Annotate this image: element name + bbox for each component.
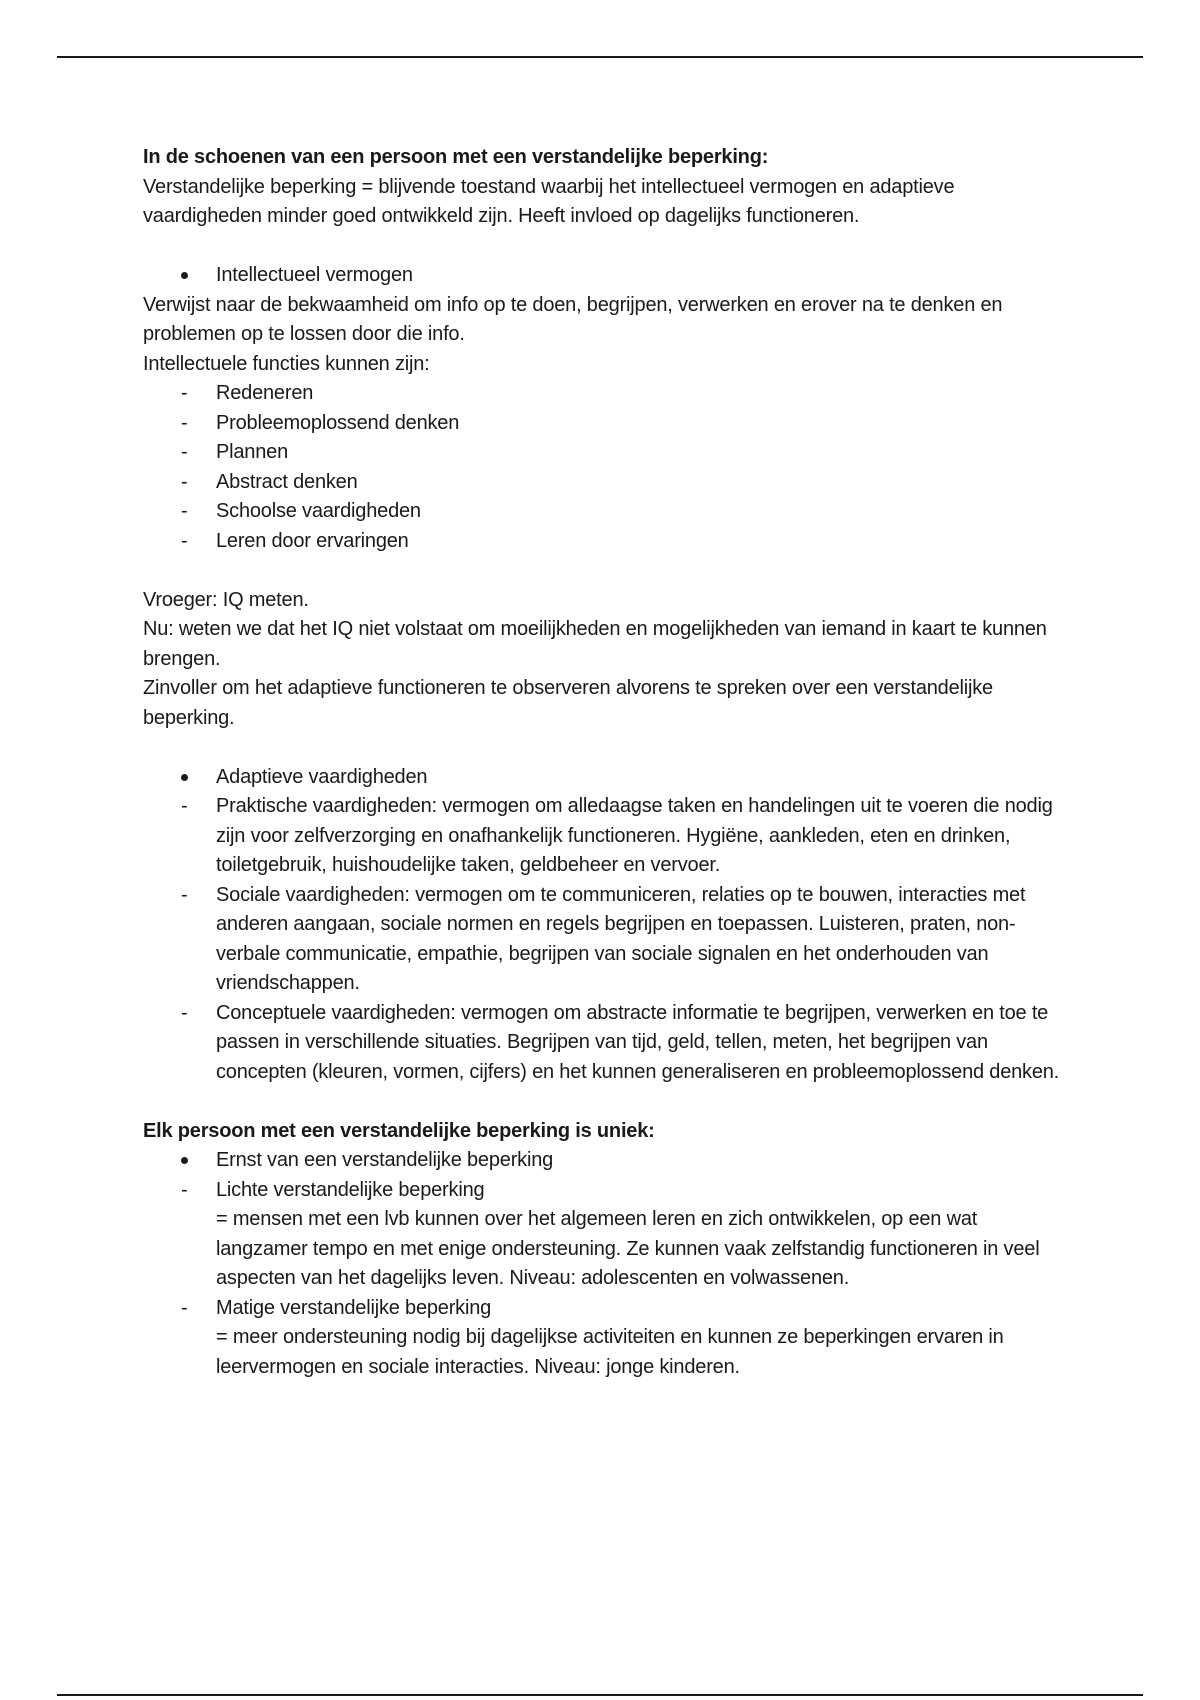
iq-before: Vroeger: IQ meten. — [143, 588, 309, 611]
dash-item — [143, 1176, 1063, 1294]
bullet-item — [143, 261, 1063, 291]
bullet-text: Intellectueel vermogen — [216, 264, 413, 286]
dash-icon: - — [181, 883, 188, 906]
iq-better: Zinvoller om het adaptieve functioneren te observeren alvorens te spreken over een verstandelijke beperking. — [143, 677, 993, 729]
dash-item — [143, 792, 1063, 881]
dash-item — [143, 527, 1063, 557]
dash-text: Conceptuele vaardigheden: vermogen om abstracte informatie te begrijpen, verwerken en toe te passen in verschillende situaties. Begrijpen van tijd, geld, tellen, meten, het begrijpen van concepten (kleuren, vormen, cijfers) en het kunnen generaliseren en probleemoplossend denken. — [216, 1001, 1060, 1083]
dash-text: Redeneren — [216, 382, 314, 404]
dash-icon: - — [181, 500, 188, 522]
dash-icon: - — [181, 470, 188, 493]
dash-text: Leren door ervaringen — [216, 529, 409, 552]
document-body — [143, 143, 1063, 1382]
dash-item — [143, 999, 1063, 1088]
dash-icon: - — [181, 1296, 188, 1319]
bullet-item — [143, 1146, 1063, 1176]
dash-item — [143, 881, 1063, 999]
dash-item — [143, 468, 1063, 498]
section-heading: Elk persoon met een verstandelijke beperking is uniek: — [143, 1119, 655, 1142]
dash-text: Praktische vaardigheden: vermogen om alledaagse taken en handelingen uit te voeren die nodig zijn voor zelfverzorging en onafhankelijk functioneren. Hygiëne, aankleden, eten en drinken, toiletgebruik, huishoudelijke taken, geldbeheer en vervoer. — [216, 795, 1053, 876]
functions-intro: Intellectuele functies kunnen zijn: — [143, 352, 430, 375]
bullet-icon — [181, 272, 188, 279]
light-description: = mensen met een lvb kunnen over het algemeen leren en zich ontwikkelen, op een wat langzamer tempo en met enige ondersteuning. Ze kunnen vaak zelfstandig functioneren in veel aspecten van het dagelijks leven. Niveau: adolescenten en volwassenen. — [216, 1208, 1040, 1289]
moderate-title: Matige verstandelijke beperking — [216, 1296, 492, 1319]
intellect-description: Verwijst naar de bekwaamheid om info op te doen, begrijpen, verwerken en erover na te denken en problemen op te lossen door die info. — [143, 293, 1003, 345]
footer-rule — [57, 1694, 1143, 1696]
dash-icon: - — [181, 411, 188, 434]
header-rule — [57, 56, 1143, 58]
section-heading: In de schoenen van een persoon met een verstandelijke beperking: — [143, 146, 769, 168]
dash-icon: - — [181, 441, 188, 463]
bullet-item — [143, 763, 1063, 793]
definition-paragraph: Verstandelijke beperking = blijvende toestand waarbij het intellectueel vermogen en adaptieve vaardigheden minder goed ontwikkeld zijn. Heeft invloed op dagelijks functioneren. — [143, 175, 955, 227]
dash-text: Schoolse vaardigheden — [216, 500, 421, 522]
dash-item — [143, 438, 1063, 468]
moderate-description: = meer ondersteuning nodig bij dagelijkse activiteiten en kunnen ze beperkingen ervaren in leervermogen en sociale interacties. Niveau: jonge kinderen. — [216, 1326, 1004, 1378]
dash-text: Probleemoplossend denken — [216, 411, 460, 434]
dash-item — [143, 497, 1063, 527]
dash-icon: - — [181, 795, 188, 817]
iq-now: Nu: weten we dat het IQ niet volstaat om moeilijkheden en mogelijkheden van iemand in kaart te kunnen brengen. — [143, 618, 1047, 670]
dash-icon: - — [181, 1001, 188, 1024]
dash-item — [143, 1294, 1063, 1383]
dash-item — [143, 409, 1063, 439]
dash-icon: - — [181, 529, 188, 552]
bullet-icon — [181, 1157, 188, 1164]
light-title: Lichte verstandelijke beperking — [216, 1178, 485, 1201]
dash-text: Abstract denken — [216, 470, 358, 493]
dash-text: Sociale vaardigheden: vermogen om te communiceren, relaties op te bouwen, interacties met anderen aangaan, sociale normen en regels begrijpen en toepassen. Luisteren, praten, non-verbale communicatie, empathie, begrijpen van sociale signalen en het onderhouden van vriendschappen. — [216, 883, 1026, 994]
dash-item — [143, 379, 1063, 409]
bullet-text: Ernst van een verstandelijke beperking — [216, 1149, 554, 1171]
bullet-text: Adaptieve vaardigheden — [216, 765, 428, 788]
dash-icon: - — [181, 1178, 188, 1201]
dash-icon: - — [181, 382, 188, 404]
bullet-icon — [181, 774, 188, 781]
dash-text: Plannen — [216, 441, 288, 463]
